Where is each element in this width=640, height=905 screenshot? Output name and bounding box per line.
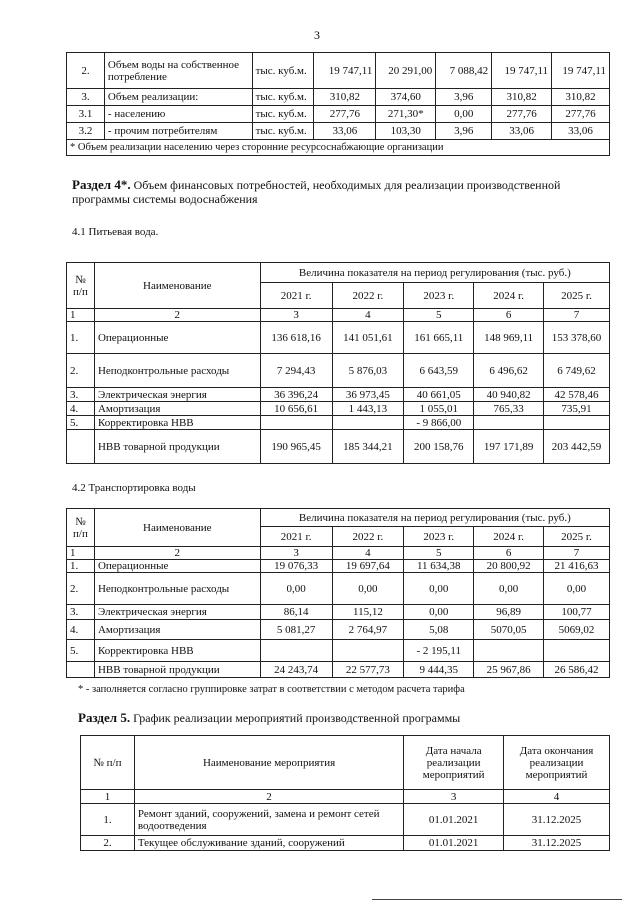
row-value: 103,30 <box>376 123 436 140</box>
row-number: 5. <box>67 640 95 662</box>
row-unit: тыс. куб.м. <box>252 123 314 140</box>
column-index: 1 <box>67 547 95 560</box>
table-row-total <box>67 430 610 464</box>
row-number: 2. <box>67 354 95 388</box>
row-value: 20 800,92 <box>474 560 544 573</box>
header-end-date: Дата окончания реализации мероприятий <box>504 736 610 790</box>
row-number: 2. <box>67 53 105 89</box>
row-value: 19 747,11 <box>492 53 552 89</box>
table-row <box>67 416 610 430</box>
table-row <box>67 106 610 123</box>
row-value: 5069,02 <box>544 620 610 640</box>
column-index: 2 <box>94 309 260 322</box>
header-start-date: Дата начала реализации мероприятий <box>404 736 504 790</box>
table-row <box>67 123 610 140</box>
row-value <box>332 640 404 662</box>
row-name: - прочим потребителям <box>104 123 252 140</box>
row-value: 19 747,11 <box>552 53 610 89</box>
tariff-footnote: * - заполняется согласно группировке затрат в соответствии с методом расчета тарифа <box>78 684 465 695</box>
header-year: 2022 г. <box>332 527 404 547</box>
row-value: 10 656,61 <box>260 402 332 416</box>
row-value: 271,30* <box>376 106 436 123</box>
row-unit: тыс. куб.м. <box>252 53 314 89</box>
row-value: 33,06 <box>552 123 610 140</box>
table-row <box>67 89 610 106</box>
row-number: 1. <box>67 322 95 354</box>
row-value: 0,00 <box>404 573 474 605</box>
header-name: Наименование <box>94 509 260 547</box>
row-value: 7 088,42 <box>436 53 492 89</box>
row-value: 310,82 <box>314 89 376 106</box>
section-4-heading <box>72 178 608 206</box>
header-year: 2023 г. <box>404 527 474 547</box>
row-start-date: 01.01.2021 <box>404 804 504 836</box>
row-number: 3. <box>67 605 95 620</box>
column-index: 2 <box>134 790 403 804</box>
row-number: 2. <box>81 836 135 851</box>
row-value: 161 665,11 <box>404 322 474 354</box>
row-number: 3. <box>67 388 95 402</box>
row-name: Операционные <box>94 322 260 354</box>
row-value: 277,76 <box>552 106 610 123</box>
row-value: 6 496,62 <box>474 354 544 388</box>
row-unit: тыс. куб.м. <box>252 106 314 123</box>
row-value: 190 965,45 <box>260 430 332 464</box>
column-index: 6 <box>474 309 544 322</box>
row-value <box>474 640 544 662</box>
row-name: Текущее обслуживание зданий, сооружений <box>134 836 403 851</box>
row-name: Неподконтрольные расходы <box>94 573 260 605</box>
table-schedule <box>80 735 610 851</box>
row-number: 3.1 <box>67 106 105 123</box>
row-value: 100,77 <box>544 605 610 620</box>
row-value: 3,96 <box>436 89 492 106</box>
column-index: 1 <box>81 790 135 804</box>
header-number: № п/п <box>67 509 95 547</box>
section-5-heading <box>78 711 460 725</box>
table-index-row <box>67 547 610 560</box>
table-row <box>67 402 610 416</box>
table-row-total <box>67 662 610 678</box>
row-end-date: 31.12.2025 <box>504 836 610 851</box>
row-value: 11 634,38 <box>404 560 474 573</box>
row-value <box>474 416 544 430</box>
row-name: Электрическая энергия <box>94 388 260 402</box>
row-value: 374,60 <box>376 89 436 106</box>
row-name: Объем реализации: <box>104 89 252 106</box>
table-water-transport <box>66 508 610 678</box>
row-number: 3.2 <box>67 123 105 140</box>
row-value: 148 969,11 <box>474 322 544 354</box>
table-row <box>67 322 610 354</box>
row-value: 0,00 <box>474 573 544 605</box>
column-index: 6 <box>474 547 544 560</box>
table-row <box>67 388 610 402</box>
header-year: 2025 г. <box>544 283 610 309</box>
row-value <box>260 416 332 430</box>
row-value: 5,08 <box>404 620 474 640</box>
row-name: Корректировка НВВ <box>94 416 260 430</box>
row-name: - населению <box>104 106 252 123</box>
row-unit: тыс. куб.м. <box>252 89 314 106</box>
section-5-title: График реализации мероприятий производственной программы <box>133 711 461 725</box>
row-value: 19 697,64 <box>332 560 404 573</box>
row-value <box>544 416 610 430</box>
column-index: 1 <box>67 309 95 322</box>
column-index: 2 <box>94 547 260 560</box>
header-year: 2021 г. <box>260 527 332 547</box>
column-index: 5 <box>404 309 474 322</box>
subsection-4-1-label: 4.1 Питьевая вода. <box>72 226 159 238</box>
row-value: 40 661,05 <box>404 388 474 402</box>
header-year: 2025 г. <box>544 527 610 547</box>
table-row <box>67 605 610 620</box>
row-value: 765,33 <box>474 402 544 416</box>
row-value: 136 618,16 <box>260 322 332 354</box>
row-value: 2 764,97 <box>332 620 404 640</box>
row-value: 197 171,89 <box>474 430 544 464</box>
row-value: 5070,05 <box>474 620 544 640</box>
row-value: - 2 195,11 <box>404 640 474 662</box>
row-value: 40 940,82 <box>474 388 544 402</box>
row-end-date: 31.12.2025 <box>504 804 610 836</box>
section-5-label: Раздел 5. <box>78 710 131 725</box>
column-index: 3 <box>260 547 332 560</box>
table-footnote: * Объем реализации населению через сторонние ресурсоснабжающие организации <box>67 140 610 156</box>
table-row <box>81 804 610 836</box>
row-name: Объем воды на собственное потребление <box>104 53 252 89</box>
row-value: 0,00 <box>332 573 404 605</box>
row-value: 115,12 <box>332 605 404 620</box>
header-period: Величина показателя на период регулирования (тыс. руб.) <box>260 263 609 283</box>
table-row <box>67 53 610 89</box>
row-value: 19 747,11 <box>314 53 376 89</box>
row-value: 310,82 <box>492 89 552 106</box>
row-number: 4. <box>67 402 95 416</box>
row-number: 4. <box>67 620 95 640</box>
table-volumes <box>66 52 610 156</box>
row-value: 6 643,59 <box>404 354 474 388</box>
table-index-row <box>81 790 610 804</box>
table-row <box>67 560 610 573</box>
column-index: 3 <box>260 309 332 322</box>
row-number <box>67 430 95 464</box>
row-name: Корректировка НВВ <box>94 640 260 662</box>
row-value: 0,00 <box>436 106 492 123</box>
header-year: 2024 г. <box>474 527 544 547</box>
row-name: Неподконтрольные расходы <box>94 354 260 388</box>
row-value: 153 378,60 <box>544 322 610 354</box>
row-value: 1 443,13 <box>332 402 404 416</box>
table-row <box>67 640 610 662</box>
row-value <box>332 416 404 430</box>
row-value: 277,76 <box>314 106 376 123</box>
row-value: - 9 866,00 <box>404 416 474 430</box>
row-number: 1. <box>81 804 135 836</box>
row-number: 5. <box>67 416 95 430</box>
row-name: Операционные <box>94 560 260 573</box>
header-year: 2023 г. <box>404 283 474 309</box>
row-name: НВВ товарной продукции <box>94 430 260 464</box>
table-footnote-row <box>67 140 610 156</box>
table-row <box>67 573 610 605</box>
row-value: 5 081,27 <box>260 620 332 640</box>
row-value: 735,91 <box>544 402 610 416</box>
row-value: 9 444,35 <box>404 662 474 678</box>
header-year: 2024 г. <box>474 283 544 309</box>
header-number: № п/п <box>81 736 135 790</box>
column-index: 7 <box>544 309 610 322</box>
table-header-row <box>67 263 610 283</box>
row-start-date: 01.01.2021 <box>404 836 504 851</box>
row-value: 5 876,03 <box>332 354 404 388</box>
row-value: 26 586,42 <box>544 662 610 678</box>
table-drinking-water <box>66 262 610 464</box>
row-value: 7 294,43 <box>260 354 332 388</box>
column-index: 3 <box>404 790 504 804</box>
section-4-title: Объем финансовых потребностей, необходимых для реализации производственной программы системы водоснабжения <box>72 178 561 206</box>
row-value: 6 749,62 <box>544 354 610 388</box>
row-value: 33,06 <box>492 123 552 140</box>
row-value: 1 055,01 <box>404 402 474 416</box>
row-value: 36 973,45 <box>332 388 404 402</box>
row-number <box>67 662 95 678</box>
row-value: 42 578,46 <box>544 388 610 402</box>
row-value: 24 243,74 <box>260 662 332 678</box>
column-index: 4 <box>504 790 610 804</box>
table-header-row <box>81 736 610 790</box>
table-row <box>81 836 610 851</box>
row-value: 20 291,00 <box>376 53 436 89</box>
row-value: 185 344,21 <box>332 430 404 464</box>
column-index: 5 <box>404 547 474 560</box>
row-number: 2. <box>67 573 95 605</box>
header-year: 2022 г. <box>332 283 404 309</box>
row-value: 277,76 <box>492 106 552 123</box>
section-4-label: Раздел 4*. <box>72 177 131 192</box>
row-value: 310,82 <box>552 89 610 106</box>
row-value <box>260 640 332 662</box>
row-value: 86,14 <box>260 605 332 620</box>
row-value: 0,00 <box>544 573 610 605</box>
row-number: 3. <box>67 89 105 106</box>
row-value <box>544 640 610 662</box>
column-index: 7 <box>544 547 610 560</box>
row-value: 141 051,61 <box>332 322 404 354</box>
row-value: 0,00 <box>260 573 332 605</box>
row-number: 1. <box>67 560 95 573</box>
row-value: 22 577,73 <box>332 662 404 678</box>
row-name: Амортизация <box>94 620 260 640</box>
row-value: 96,89 <box>474 605 544 620</box>
page-bottom-line <box>372 899 622 900</box>
row-name: Амортизация <box>94 402 260 416</box>
header-year: 2021 г. <box>260 283 332 309</box>
row-value: 203 442,59 <box>544 430 610 464</box>
row-name: НВВ товарной продукции <box>94 662 260 678</box>
header-name: Наименование <box>94 263 260 309</box>
column-index: 4 <box>332 547 404 560</box>
header-number: № п/п <box>67 263 95 309</box>
table-header-row <box>67 509 610 527</box>
column-index: 4 <box>332 309 404 322</box>
row-value: 21 416,63 <box>544 560 610 573</box>
row-value: 200 158,76 <box>404 430 474 464</box>
table-index-row <box>67 309 610 322</box>
row-value: 33,06 <box>314 123 376 140</box>
table-row <box>67 354 610 388</box>
table-row <box>67 620 610 640</box>
row-value: 19 076,33 <box>260 560 332 573</box>
row-name: Ремонт зданий, сооружений, замена и ремонт сетей водоотведения <box>134 804 403 836</box>
header-period: Величина показателя на период регулирования (тыс. руб.) <box>260 509 609 527</box>
row-value: 25 967,86 <box>474 662 544 678</box>
row-value: 0,00 <box>404 605 474 620</box>
row-name: Электрическая энергия <box>94 605 260 620</box>
page-number: 3 <box>314 28 320 42</box>
header-event-name: Наименование мероприятия <box>134 736 403 790</box>
subsection-4-2-label: 4.2 Транспортировка воды <box>72 482 196 494</box>
row-value: 36 396,24 <box>260 388 332 402</box>
row-value: 3,96 <box>436 123 492 140</box>
